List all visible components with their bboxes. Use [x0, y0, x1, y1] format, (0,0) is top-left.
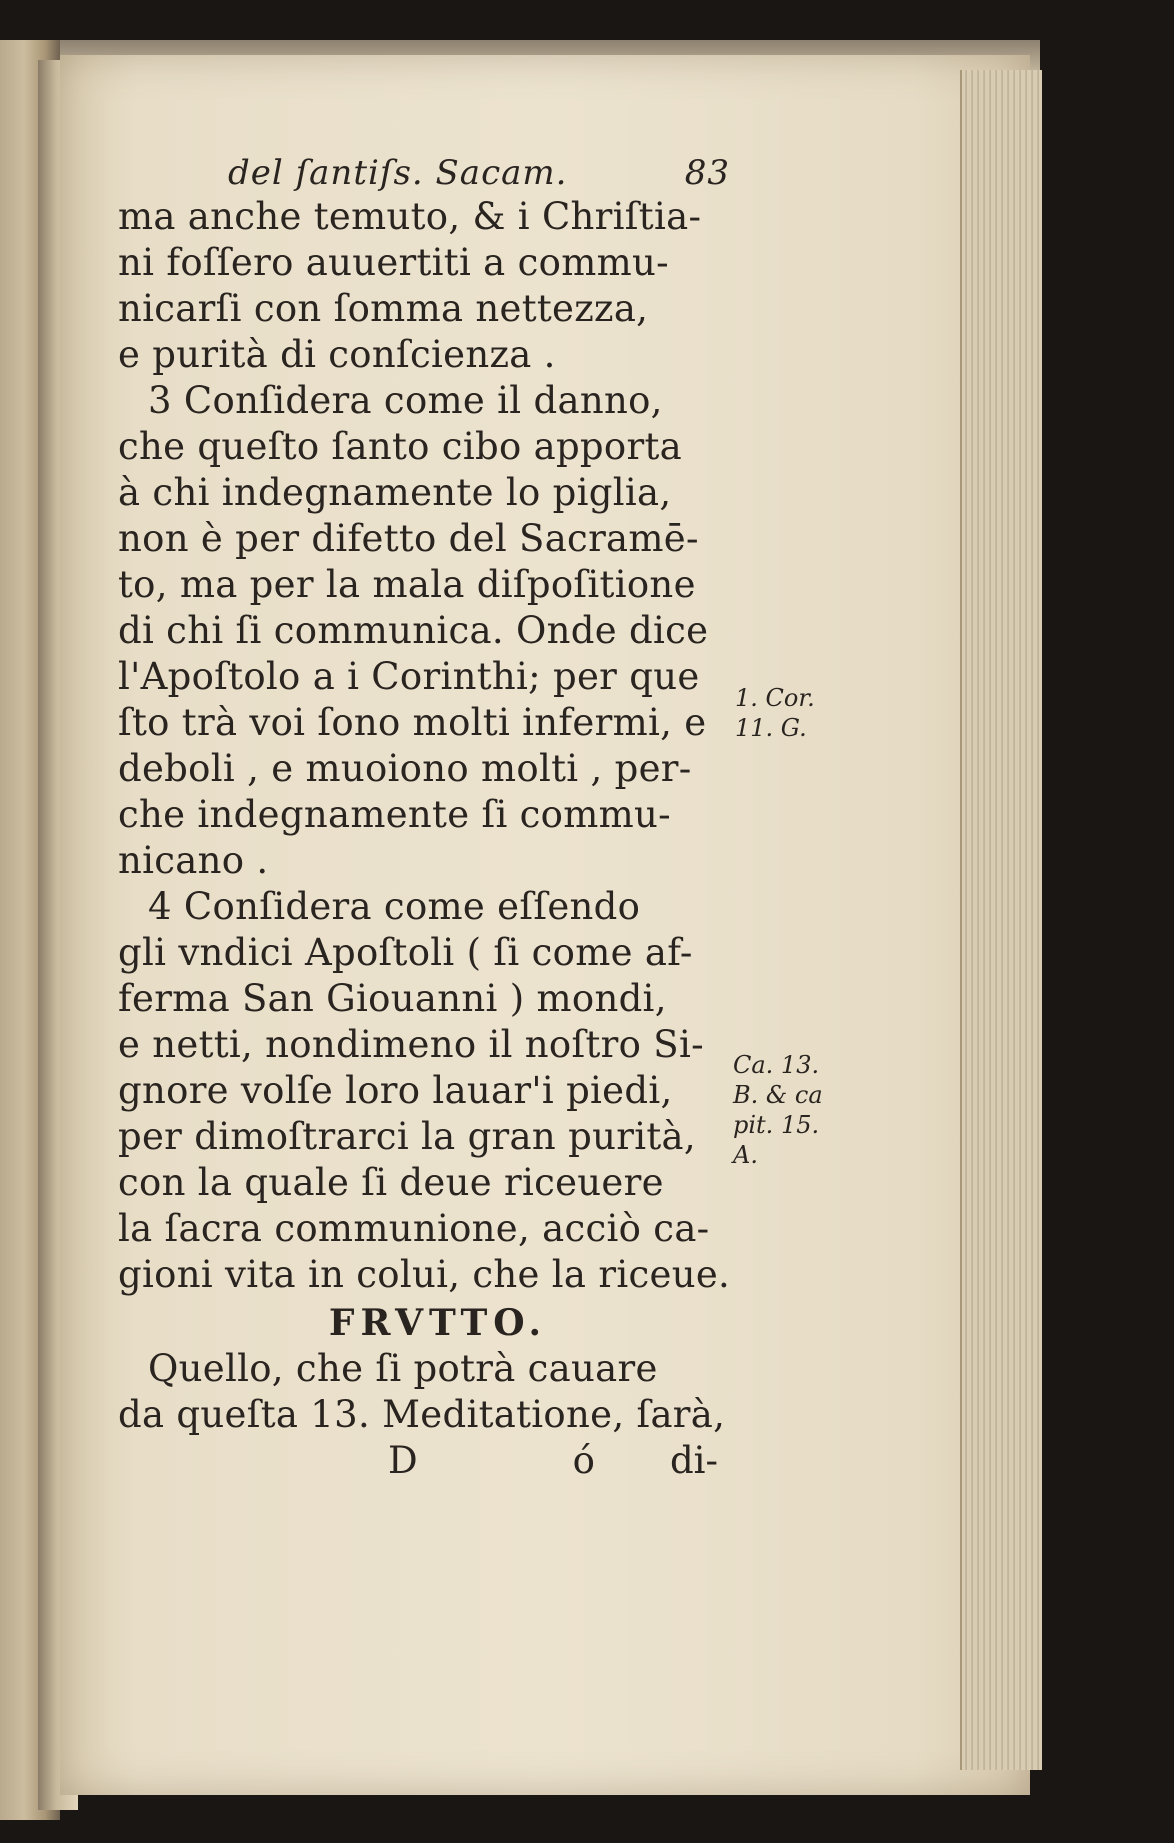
text-line: che indegnamente ſi commu-: [118, 793, 671, 836]
text-line: ni foſſero auuertiti a commu-: [118, 241, 669, 284]
text-line: 3 Conſidera come il danno,: [148, 379, 663, 422]
margin-note-corinthians: [735, 683, 815, 743]
margin-note-line: A.: [733, 1141, 758, 1169]
text-line: e netti, nondimeno il noſtro Si-: [118, 1023, 704, 1066]
text-line: per dimoſtrarci la gran purità,: [118, 1115, 696, 1158]
text-line: nicarſi con ſomma nettezza,: [118, 287, 649, 330]
text-line: con la quale ſi deue riceuere: [118, 1161, 664, 1204]
text-line: non è per difetto del Sacramē-: [118, 517, 699, 560]
text-line: à chi indegnamente lo piglia,: [118, 471, 672, 514]
text-line: 4 Conſidera come eſſendo: [148, 885, 641, 928]
text-line: di chi ſi communica. Onde dice: [118, 609, 709, 652]
text-line: ſto trà voi ſono molti infermi, e: [118, 701, 707, 744]
text-line: gnore volſe loro lauar'i piedi,: [118, 1069, 673, 1112]
margin-note-line: 11. G.: [735, 714, 807, 742]
running-head: [118, 150, 758, 196]
margin-note-line: 1. Cor.: [735, 684, 815, 712]
signature-line: [118, 1438, 758, 1484]
running-head-title: del ſantiſs. Sacam.: [228, 153, 568, 193]
text-line: ferma San Giouanni ) mondi,: [118, 977, 667, 1020]
signature-mark: D: [388, 1439, 418, 1482]
text-line: nicano .: [118, 839, 269, 882]
text-line: la ſacra communione, acciò ca-: [118, 1207, 710, 1250]
margin-note-line: pit. 15.: [733, 1111, 820, 1139]
margin-note-line: B. & ca: [733, 1081, 823, 1109]
text-line: l'Apoſtolo a i Corinthi; per que: [118, 655, 700, 698]
text-line: ma anche temuto, & i Chriſtia-: [118, 195, 702, 238]
text-line: deboli , e muoiono molti , per-: [118, 747, 692, 790]
signature-sub: ó: [572, 1439, 595, 1482]
text-line: Quello, che ſi potrà cauare: [148, 1347, 658, 1390]
page-edge-stack: [960, 70, 1042, 1770]
text-line: e purità di conſcienza .: [118, 333, 556, 376]
text-line: to, ma per la mala diſpoſitione: [118, 563, 696, 606]
margin-note-john: [733, 1050, 823, 1170]
text-line: gli vndici Apoſtoli ( ſi come af-: [118, 931, 693, 974]
page-number: 83: [684, 153, 730, 193]
text-line: gioni vita in colui, che la riceue.: [118, 1253, 731, 1296]
section-heading: FRVTTO.: [328, 1302, 548, 1344]
page-text-block: [118, 150, 758, 1484]
margin-note-line: Ca. 13.: [733, 1051, 820, 1079]
catchword: di-: [669, 1439, 718, 1482]
text-line: che queſto ſanto cibo apporta: [118, 425, 683, 468]
text-line: da queſta 13. Meditatione, ſarà,: [118, 1393, 726, 1436]
